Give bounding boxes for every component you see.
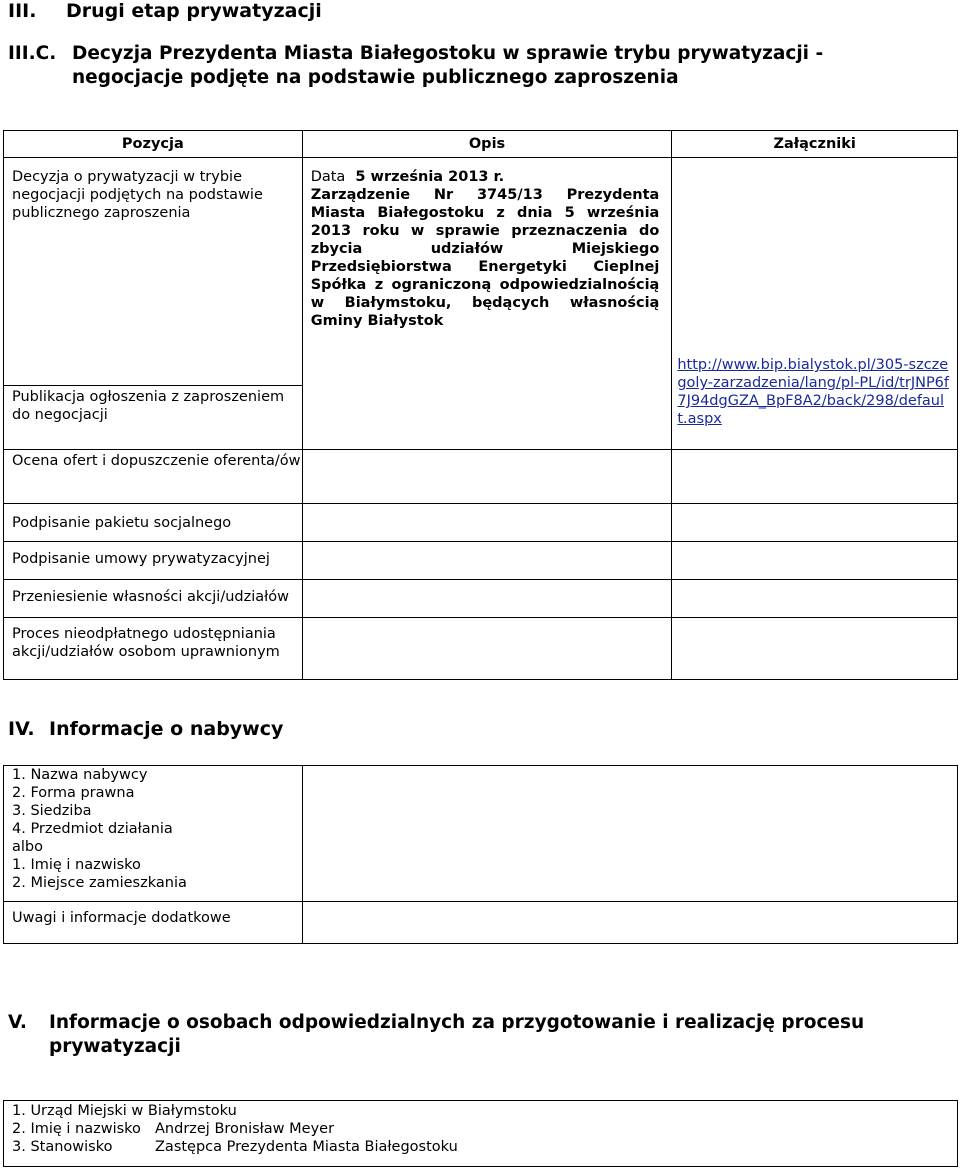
- buyer-field: 1. Nazwa nabywcy: [12, 767, 148, 783]
- uwagi-value-cell: [302, 902, 957, 944]
- responsible-item-label: 3. Stanowisko: [12, 1139, 113, 1155]
- responsible-item: [12, 1120, 957, 1138]
- zalaczniki-cell: [672, 618, 958, 680]
- uwagi-cell: [4, 902, 303, 944]
- pozycja-cell: [4, 158, 303, 386]
- section-title-line-2: prywatyzacji: [49, 1036, 181, 1057]
- pozycja-text: Ocena ofert i dopuszczenie oferenta/ów: [12, 453, 301, 469]
- opis-cell: [302, 158, 672, 450]
- section-number: IV.: [8, 718, 35, 740]
- section-title-line-1: Informacje o osobach odpowiedzialnych za przygotowanie i realizację procesu: [49, 1012, 865, 1033]
- subsection-number: III.C.: [8, 43, 57, 64]
- pozycja-text: Decyzja o prywatyzacji w trybie negocjacji podjętych na podstawie publicznego zaproszenia: [12, 169, 263, 221]
- table-row: [4, 580, 958, 618]
- pozycja-cell: [4, 386, 303, 450]
- pozycja-text: Podpisanie pakietu socjalnego: [12, 515, 232, 531]
- opis-cell: [302, 542, 672, 580]
- responsible-persons-cell: [4, 1101, 958, 1167]
- table-row: [4, 450, 958, 504]
- responsible-persons-table: [3, 1100, 958, 1167]
- section-heading-iii: [8, 0, 322, 22]
- responsible-item: [12, 1102, 957, 1120]
- section-heading-v: [8, 1011, 908, 1059]
- section-number: III.: [8, 0, 37, 22]
- section-number: V.: [8, 1012, 27, 1033]
- responsible-item-label: 1. Urząd Miejski w Białymstoku: [12, 1103, 237, 1119]
- pozycja-text: Proces nieodpłatnego udostępniania akcji/udziałów osobom uprawnionym: [12, 626, 280, 660]
- opis-date: 5 września 2013 r.: [355, 169, 505, 185]
- opis-cell: [302, 580, 672, 618]
- pozycja-cell: [4, 618, 303, 680]
- pozycja-text: Podpisanie umowy prywatyzacyjnej: [12, 551, 270, 567]
- zalaczniki-cell: [672, 450, 958, 504]
- buyer-field: albo: [12, 839, 43, 855]
- pozycja-cell: [4, 542, 303, 580]
- buyer-field: 1. Imię i nazwisko: [12, 857, 141, 873]
- responsible-item-value: Zastępca Prezydenta Miasta Białegostoku: [155, 1139, 458, 1155]
- table-row: [4, 158, 958, 386]
- zalaczniki-cell: [672, 580, 958, 618]
- table-row: [4, 542, 958, 580]
- buyer-field: 3. Siedziba: [12, 803, 92, 819]
- buyer-values-cell: [302, 766, 957, 902]
- uwagi-label: Uwagi i informacje dodatkowe: [12, 910, 231, 926]
- buyer-fields-cell: [4, 766, 303, 902]
- section-heading-iv: [8, 718, 283, 740]
- opis-text: Zarządzenie Nr 3745/13 Prezydenta Miasta Białegostoku z dnia 5 września 2013 roku w sprawie przeznaczenia do zbycia udziałów Miejskiego Przedsiębiorstwa Energetyki Cieplnej Spółka z ograniczoną odpowiedzialnością w Białymstoku, będących własnością Gminy Białystok: [310, 187, 660, 329]
- column-header-opis: Opis: [302, 131, 672, 158]
- column-header-zalaczniki: Załączniki: [672, 131, 958, 158]
- responsible-item-label: 2. Imię i nazwisko: [12, 1121, 141, 1137]
- subsection-title-line-2: negocjacje podjęte na podstawie publicznego zaproszenia: [72, 67, 679, 88]
- table-row: [4, 902, 958, 944]
- table-row: [4, 618, 958, 680]
- zalaczniki-cell: [672, 504, 958, 542]
- pozycja-text: Publikacja ogłoszenia z zaproszeniem do negocjacji: [12, 389, 285, 423]
- subsection-title-line-1: Decyzja Prezydenta Miasta Białegostoku w sprawie trybu prywatyzacji -: [72, 43, 824, 64]
- attachment-link[interactable]: http://www.bip.bialystok.pl/305-szczegoly-zarzadzenia/lang/pl-PL/id/trJNP6f7J94dgGZA_BpF8A2/back/298/default.aspx: [677, 357, 950, 427]
- privatization-steps-table: [3, 130, 958, 680]
- section-title: Drugi etap prywatyzacji: [66, 0, 322, 22]
- zalaczniki-cell: [672, 158, 958, 450]
- buyer-field: 2. Forma prawna: [12, 785, 135, 801]
- pozycja-cell: [4, 580, 303, 618]
- opis-cell: [302, 504, 672, 542]
- buyer-field: 4. Przedmiot działania: [12, 821, 173, 837]
- buyer-info-table: [3, 765, 958, 944]
- pozycja-cell: [4, 450, 303, 504]
- section-title: Informacje o nabywcy: [49, 718, 284, 740]
- opis-cell: [302, 618, 672, 680]
- section-heading-iii-c: [8, 42, 908, 90]
- table-header-row: [4, 131, 958, 158]
- responsible-item-value: Andrzej Bronisław Meyer: [155, 1121, 335, 1137]
- table-row: [4, 1101, 958, 1167]
- table-row: [4, 766, 958, 902]
- opis-cell: [302, 450, 672, 504]
- opis-date-label: Data: [310, 169, 346, 185]
- zalaczniki-cell: [672, 542, 958, 580]
- table-row: [4, 504, 958, 542]
- pozycja-text: Przeniesienie własności akcji/udziałów: [12, 589, 289, 605]
- buyer-field: 2. Miejsce zamieszkania: [12, 875, 187, 891]
- column-header-pozycja: Pozycja: [4, 131, 303, 158]
- pozycja-cell: [4, 504, 303, 542]
- responsible-item: [12, 1138, 957, 1156]
